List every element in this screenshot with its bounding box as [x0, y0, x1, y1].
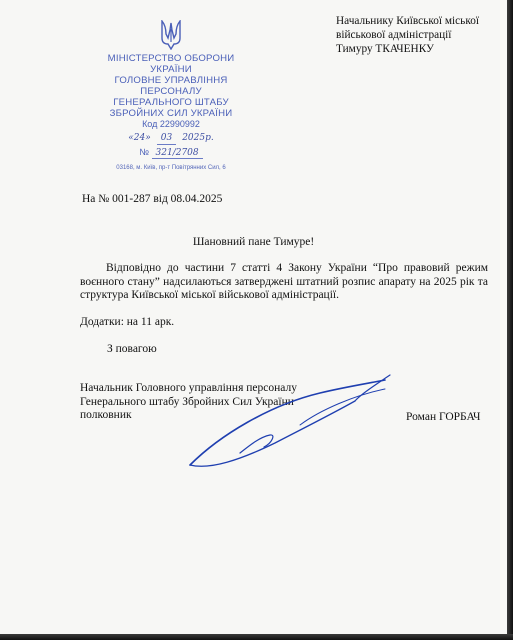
stamp-line: МІНІСТЕРСТВО ОБОРОНИ: [107, 53, 235, 64]
stamp-address: 03168, м. Київ, пр-т Повітрянних Сил, 6: [116, 165, 226, 171]
stamp-date-day: «24»: [128, 133, 151, 143]
stamp-code: Код 22990992: [142, 119, 200, 129]
stamp-line: ЗБРОЙНИХ СИЛ УКРАЇНИ: [109, 108, 233, 119]
signatory-position-line: Генерального штабу Збройних Сил України: [80, 395, 294, 408]
attachment-note: Додатки: на 11 арк.: [80, 316, 175, 328]
stamp-date-month: 03: [157, 133, 176, 145]
closing-phrase: З повагою: [107, 343, 157, 355]
stamp-date-year: 2025р.: [182, 133, 214, 143]
stamp-number: [96, 147, 246, 158]
stamp-number-value: 321/2708: [152, 148, 203, 159]
stamp-line: ГЕНЕРАЛЬНОГО ШТАБУ: [113, 97, 229, 108]
scan-edge-right: [507, 0, 513, 640]
addressee-line: військової адміністрації: [336, 29, 452, 41]
signatory-rank: полковник: [80, 409, 132, 421]
stamp-line: ПЕРСОНАЛУ: [140, 86, 202, 97]
trident-emblem-icon: [160, 20, 182, 50]
signatory-position-line: Начальник Головного управління персоналу: [80, 382, 297, 394]
registration-stamp: [96, 20, 246, 172]
signatory-name: Роман ГОРБАЧ: [406, 411, 481, 423]
addressee-name: Тимуру ТКАЧЕНКУ: [336, 43, 435, 55]
reference-number: На № 001-287 від 08.04.2025: [82, 193, 223, 205]
stamp-line: ГОЛОВНЕ УПРАВЛІННЯ: [114, 75, 228, 86]
addressee-line: Начальнику Київської міської: [336, 15, 480, 27]
scan-edge-bottom: [0, 634, 513, 640]
stamp-date: [96, 133, 246, 145]
stamp-number-prefix: №: [139, 147, 149, 157]
letter-body: Відповідно до частини 7 статті 4 Закону України “Про правовий режим воєнного стану” надсилаються затверджені штатний розпис апарату на 2025 рік та структура Київської міської військової адміністрації.: [80, 262, 488, 301]
addressee-block: [336, 14, 506, 56]
greeting: Шановний пане Тимуре!: [192, 236, 315, 248]
handwritten-signature: [180, 365, 400, 485]
stamp-line: УКРАЇНИ: [150, 64, 192, 75]
